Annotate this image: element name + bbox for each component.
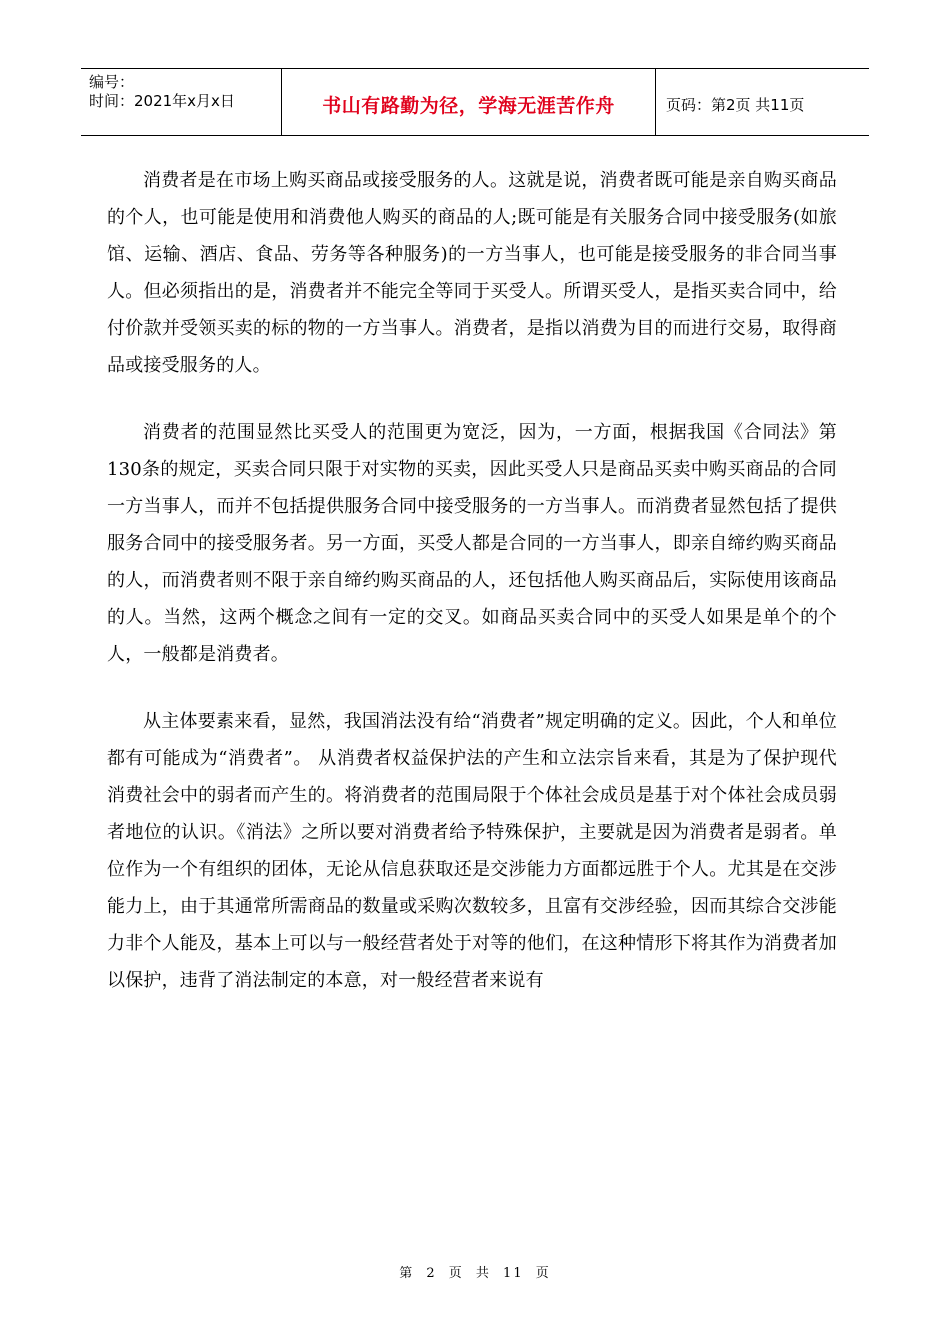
footer-page-number: 第 2 页 共 11 页 (399, 1266, 551, 1281)
paragraph-1: 消费者是在市场上购买商品或接受服务的人。这就是说，消费者既可能是亲自购买商品的个人，也可能是使用和消费他人购买的商品的人;既可能是有关服务合同中接受服务(如旅馆、运输、酒店、食品、劳务等各种服务)的一方当事人，也可能是接受服务的非合同当事人。但必须指出的是，消费者并不能完全等同于买受人。所谓买受人，是指买卖合同中，给付价款并受领买卖的标的物的一方当事人。消费者，是指以消费为目的而进行交易，取得商品或接受服务的人。 (107, 170, 837, 376)
paragraph-2: 消费者的范围显然比买受人的范围更为宽泛，因为，一方面，根据我国《合同法》第130条的规定，买卖合同只限于对实物的买卖，因此买受人只是商品买卖中购买商品的合同一方当事人，而并不包括提供服务合同中接受服务的一方当事人。而消费者显然包括了提供服务合同中的接受服务者。另一方面，买受人都是合同的一方当事人，即亲自缔约购买商品的人，而消费者则不限于亲自缔约购买商品的人，还包括他人购买商品后，实际使用该商品的人。当然，这两个概念之间有一定的交叉。如商品买卖合同中的买受人如果是单个的个人，一般都是消费者。 (107, 422, 837, 665)
document-body (107, 162, 837, 999)
document-date: 时间：2021年x月x日 (89, 92, 235, 110)
header-info-cell (81, 69, 282, 135)
header-page-cell (656, 69, 869, 135)
header-motto-cell (282, 69, 656, 135)
paragraph-3: 从主体要素来看，显然，我国消法没有给“消费者”规定明确的定义。因此，个人和单位都有可能成为“消费者”。 从消费者权益保护法的产生和立法宗旨来看，其是为了保护现代消费社会中的弱者而产生的。将消费者的范围局限于个体社会成员是基于对个体社会成员弱者地位的认识。《消法》之所以要对消费者给予特殊保护，主要就是因为消费者是弱者。单位作为一个有组织的团体，无论从信息获取还是交涉能力方面都远胜于个人。尤其是在交涉能力上，由于其通常所需商品的数量或采购次数较多，且富有交涉经验，因而其综合交涉能力非个人能及，基本上可以与一般经营者处于对等的他们，在这种情形下将其作为消费者加以保护，违背了消法制定的本意，对一般经营者来说有 (107, 711, 837, 991)
page-footer (0, 1262, 950, 1281)
page-header (81, 68, 869, 136)
header-page-code: 页码：第2页 共11页 (666, 95, 805, 114)
document-number-label: 编号： (89, 73, 135, 91)
header-motto: 书山有路勤为径，学海无涯苦作舟 (322, 94, 615, 117)
